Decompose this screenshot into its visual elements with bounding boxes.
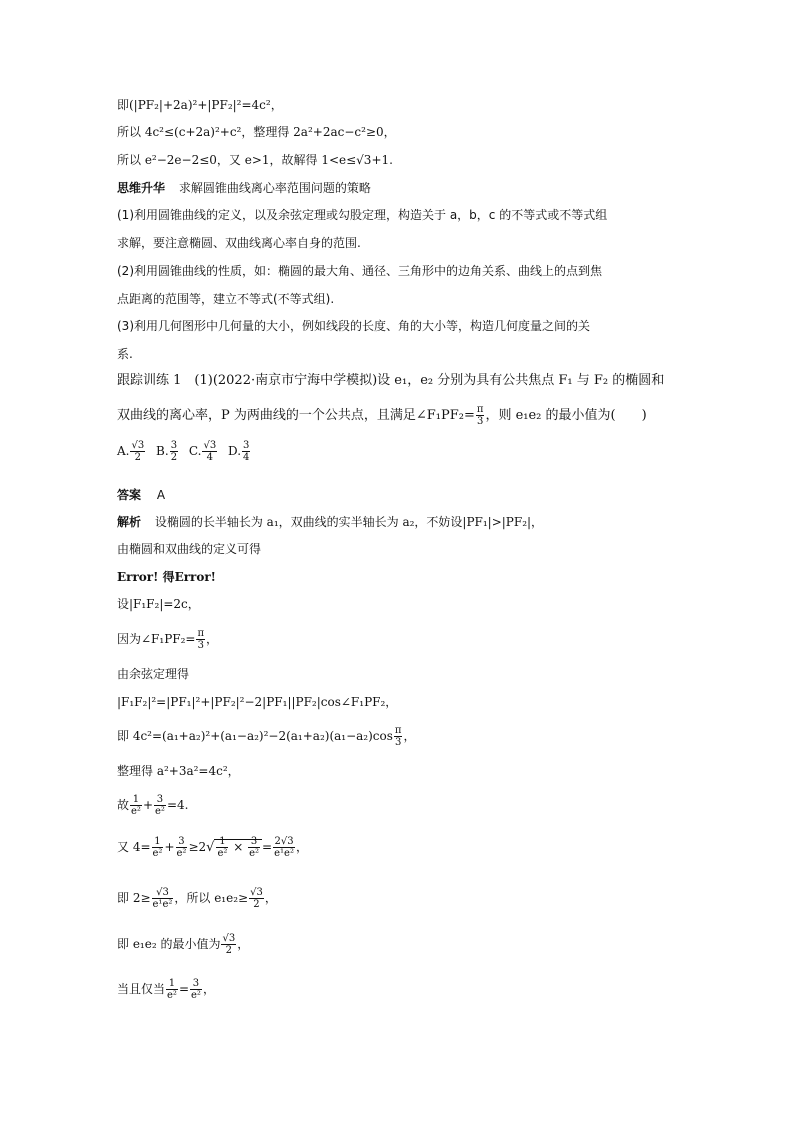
analysis-line-6: 由余弦定理得	[117, 667, 190, 681]
strategy-1-line-2: 求解，要注意椭圆、双曲线离心率自身的范围.	[117, 236, 361, 250]
analysis-line-7: |F₁F₂|²=|PF₁|²+|PF₂|²−2|PF₁||PF₂|cos∠F₁PF₂，	[117, 695, 398, 709]
strategy-3-line-2: 系.	[117, 347, 133, 361]
fraction-pi-over-3: $\frac{\pi}{3}$	[394, 725, 402, 748]
analysis-line-5: 因为∠F₁PF₂= $\frac{\pi}{3}$ ，	[117, 628, 219, 651]
strategy-2-line-2: 点距离的范围等，建立不等式(不等式组).	[117, 292, 335, 306]
analysis-line-11: 又 4= $\frac{1}{\text{e²}}$ + $\frac{3}{\text{e²}}$ ≥2√ $\frac{1}{\text{e²}}$ × $\frac{3}{\text{e²}}$ = $\frac{2√3}{\text{e¹e²}}$ ，	[117, 836, 308, 859]
text-line-1: 即(|PF₂|+2a)²+|PF₂|²=4c²，	[117, 98, 283, 112]
answer-value: A	[156, 488, 166, 502]
fraction-3-over-e2: $\frac{3}{\text{e²}}$	[155, 794, 165, 817]
answer-label: 答案	[117, 488, 142, 502]
method-summary-title: 求解圆锥曲线离心率范围问题的策略	[178, 181, 371, 195]
analysis-line-4: 设|F₁F₂|=2c，	[117, 597, 200, 611]
analysis-line-9: 整理得 a²+3a²=4c²，	[117, 764, 240, 778]
radical: √ $\frac{1}{\text{e²}}$ × $\frac{3}{\text{e²}}$	[206, 836, 262, 859]
analysis-line-13: 即 e₁e₂ 的最小值为 $\frac{√3}{2}$ ，	[117, 933, 250, 956]
text-line-3: 所以 e²−2e−2≤0，又 e>1，故解得 1<e≤√3+1.	[117, 153, 393, 167]
analysis-line-1	[117, 514, 543, 530]
analysis-text: 设椭圆的长半轴长为 a₁，双曲线的实半轴长为 a₂，不妨设|PF₁|>|PF₂|，	[154, 515, 544, 529]
exercise-line-2	[117, 404, 647, 427]
option-d: D. $\frac{3}{4}$	[228, 440, 250, 463]
strategy-3-line-1: (3)利用几何图形中几何量的大小，例如线段的长度、角的大小等，构造几何度量之间的关	[117, 319, 591, 333]
strategy-2-line-1: (2)利用圆锥曲线的性质，如：椭圆的最大角、通径、三角形中的边角关系、曲线上的点到焦	[117, 264, 603, 278]
method-summary-heading	[117, 180, 371, 196]
analysis-line-10: 故 $\frac{1}{\text{e²}}$ + $\frac{3}{\text{e²}}$ =4.	[117, 794, 189, 817]
error-line: Error! 得Error!	[117, 570, 216, 584]
text-line-2: 所以 4c²≤(c+2a)²+c²，整理得 2a²+2ac−c²≥0，	[117, 125, 396, 139]
option-c: C. $\frac{√3}{4}$	[188, 440, 217, 463]
fraction-pi-over-3: $\frac{\pi}{3}$	[197, 628, 205, 651]
analysis-line-8: 即 4c²=(a₁+a₂)²+(a₁−a₂)²−2(a₁+a₂)(a₁−a₂)cos $\frac{\pi}{3}$ ，	[117, 725, 416, 748]
option-a: A. $\frac{√3}{2}$	[117, 440, 145, 463]
analysis-line-2: 由椭圆和双曲线的定义可得	[117, 542, 262, 556]
strategy-1-line-1: (1)利用圆锥曲线的定义，以及余弦定理或勾股定理，构造关于 a，b，c 的不等式或不等式组	[117, 208, 608, 222]
option-b: B. $\frac{3}{2}$	[156, 440, 178, 463]
fraction-1-over-e2: $\frac{1}{\text{e²}}$	[131, 794, 141, 817]
exercise-text-post: ，则 e₁e₂ 的最小值为( )	[485, 408, 647, 423]
analysis-line-14: 当且仅当 $\frac{1}{\text{e²}}$ = $\frac{3}{\text{e²}}$ ，	[117, 978, 215, 1001]
exercise-line-1: 跟踪训练 1 (1)(2022·南京市宁海中学模拟)设 e₁，e₂ 分别为具有公共焦点 F₁ 与 F₂ 的椭圆和	[117, 373, 665, 388]
exercise-text-pre: 双曲线的离心率，P 为两曲线的一个公共点，且满足∠F₁PF₂=	[117, 408, 475, 423]
analysis-label: 解析	[117, 515, 142, 529]
fraction-pi-over-3: $\frac{\pi}{3}$	[476, 404, 484, 427]
analysis-line-12: 即 2≥ $\frac{√3}{\text{e¹e²}}$ ，所以 e₁e₂≥ $\frac{√3}{2}$ ，	[117, 887, 277, 910]
answer-options	[117, 440, 251, 463]
answer-line	[117, 487, 165, 503]
method-summary-label: 思维升华	[117, 181, 166, 195]
